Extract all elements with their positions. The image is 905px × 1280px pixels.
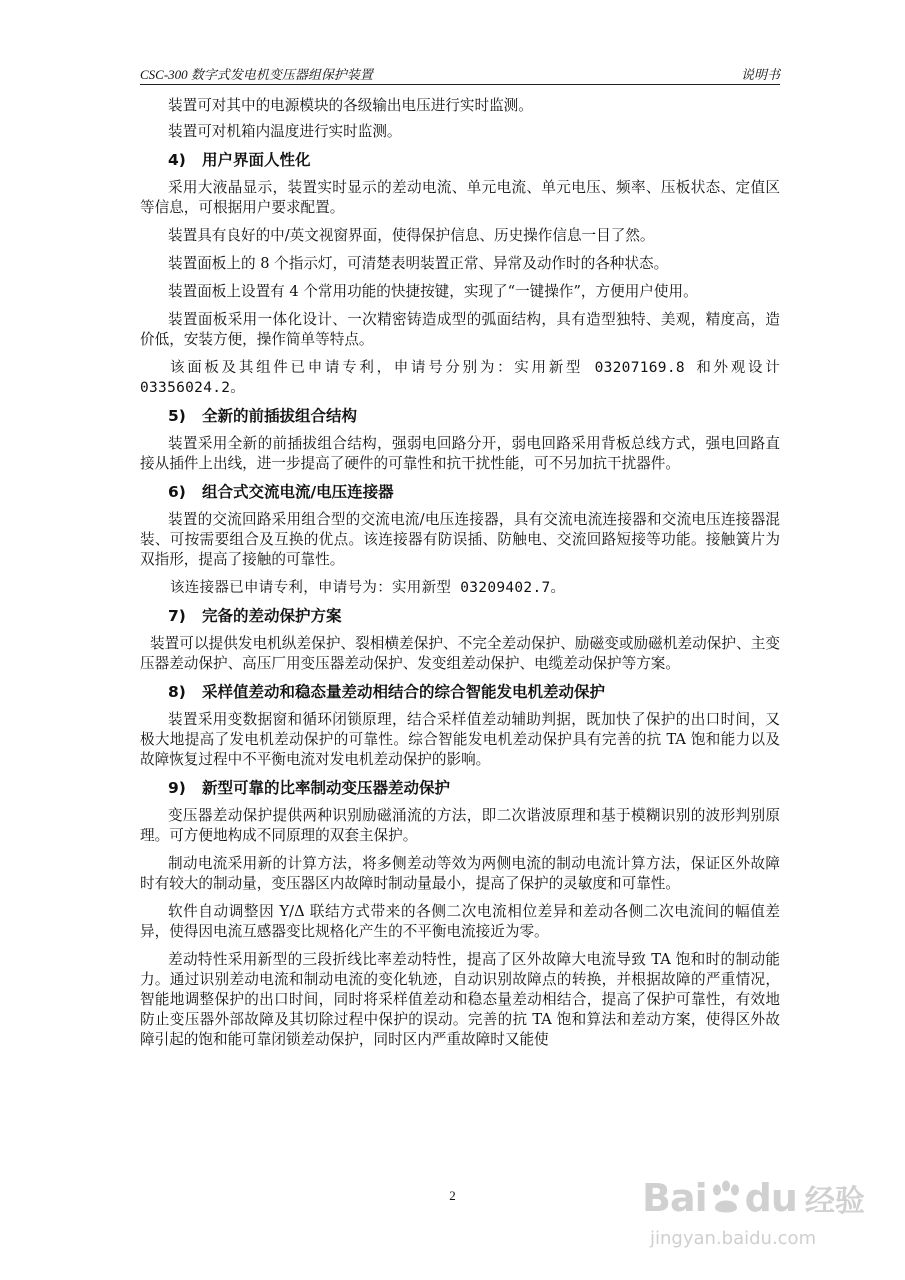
watermark-brand-cn: 经验 xyxy=(804,1184,865,1219)
patent-note: 该面板及其组件已申请专利，申请号分别为：实用新型 03207169.8 和外观设计 03356024.2。 xyxy=(140,360,780,396)
section-number: 9) xyxy=(168,779,186,797)
page-number: 2 xyxy=(449,1188,456,1203)
document-body xyxy=(140,96,780,1058)
paw-icon xyxy=(709,1180,743,1216)
section-heading-5 xyxy=(140,406,780,426)
watermark-url: jingyan.baidu.com xyxy=(650,1228,817,1249)
section-number: 6) xyxy=(168,483,186,501)
paragraph: 软件自动调整因 Y/Δ 联结方式带来的各侧二次电流相位差异和差动各侧二次电流间的幅值差异，使得因电流互感器变比规格化产生的不平衡电流接近为零。 xyxy=(140,903,780,940)
section-number: 8) xyxy=(168,683,186,701)
paragraph: 装置面板上的 8 个指示灯，可清楚表明装置正常、异常及动作时的各种状态。 xyxy=(168,255,669,272)
watermark-brand-right: du xyxy=(744,1176,797,1220)
patent-note: 该连接器已申请专利，申请号为：实用新型 03209402.7。 xyxy=(170,580,566,596)
paragraph: 装置可以提供发电机纵差保护、裂相横差保护、不完全差动保护、励磁变或励磁机差动保护、主变压器差动保护、高压厂用变压器差动保护、发变组差动保护、电缆差动保护等方案。 xyxy=(140,635,780,672)
header-title: CSC-300 数字式发电机变压器组保护装置 xyxy=(140,67,373,82)
paragraph: 采用大液晶显示，装置实时显示的差动电流、单元电流、单元电压、频率、压板状态、定值区等信息，可根据用户要求配置。 xyxy=(140,179,780,216)
paragraph: 装置面板采用一体化设计、一次精密铸造成型的弧面结构，具有造型独特、美观，精度高，造价低，安装方便，操作简单等特点。 xyxy=(140,311,780,348)
section-heading-9 xyxy=(140,778,780,798)
watermark-brand-left: Bai xyxy=(642,1176,707,1220)
paragraph: 变压器差动保护提供两种识别励磁涌流的方法，即二次谐波原理和基于模糊识别的波形判别原理。可方便地构成不同原理的双套主保护。 xyxy=(140,807,780,844)
paragraph: 装置面板上设置有 4 个常用功能的快捷按键，实现了“一键操作”，方便用户使用。 xyxy=(168,283,698,300)
section-heading-7 xyxy=(140,606,780,626)
paragraph: 装置采用变数据窗和循环闭锁原理，结合采样值差动辅助判据，既加快了保护的出口时间，又极大地提高了发电机差动保护的可靠性。综合智能发电机差动保护具有完善的抗 TA 饱和能力以及故障恢复过程中不平衡电流对发电机差动保护的影响。 xyxy=(140,711,780,768)
baidu-jingyan-watermark xyxy=(642,1176,892,1266)
section-heading-4 xyxy=(140,150,780,170)
paragraph: 装置的交流回路采用组合型的交流电流/电压连接器，具有交流电流连接器和交流电压连接器混装、可按需要组合及互换的优点。该连接器有防误插、防触电、交流回路短接等功能。接触簧片为双指形，提高了接触的可靠性。 xyxy=(140,511,780,568)
section-heading-6 xyxy=(140,482,780,502)
paragraph: 差动特性采用新型的三段折线比率差动特性，提高了区外故障大电流导致 TA 饱和时的制动能力。通过识别差动电流和制动电流的变化轨迹，自动识别故障点的转换，并根据故障的严重情况，智能地调整保护的出口时间，同时将采样值差动和稳态量差动相结合，提高了保护可靠性，有效地防止变压器外部故障及其切除过程中保护的误动。完善的抗 TA 饱和算法和差动方案，使得区外故障引起的饱和能可靠闭锁差动保护，同时区内严重故障时又能使 xyxy=(140,951,780,1048)
paragraph: 装置可对其中的电源模块的各级输出电压进行实时监测。 xyxy=(168,97,533,114)
section-title: 全新的前插拔组合结构 xyxy=(202,407,358,425)
section-title: 用户界面人性化 xyxy=(202,151,311,169)
header-doc-type: 说明书 xyxy=(740,67,780,82)
section-heading-8 xyxy=(140,682,780,702)
section-title: 完备的差动保护方案 xyxy=(202,607,342,625)
section-title: 采样值差动和稳态量差动相结合的综合智能发电机差动保护 xyxy=(202,683,606,701)
section-number: 4) xyxy=(168,151,186,169)
paragraph: 装置具有良好的中/英文视窗界面，使得保护信息、历史操作信息一目了然。 xyxy=(168,227,655,244)
section-title: 新型可靠的比率制动变压器差动保护 xyxy=(202,779,451,797)
paragraph: 装置采用全新的前插拔组合结构，强弱电回路分开，弱电回路采用背板总线方式，强电回路直接从插件上出线，进一步提高了硬件的可靠性和抗干扰性能，可不另加抗干扰器件。 xyxy=(140,435,780,472)
section-title: 组合式交流电流/电压连接器 xyxy=(202,483,394,501)
paragraph: 制动电流采用新的计算方法，将多侧差动等效为两侧电流的制动电流计算方法，保证区外故障时有较大的制动量，变压器区内故障时制动量最小，提高了保护的灵敏度和可靠性。 xyxy=(140,855,780,892)
section-number: 7) xyxy=(168,607,186,625)
section-number: 5) xyxy=(168,407,186,425)
watermark-logo xyxy=(642,1176,865,1220)
paragraph: 装置可对机箱内温度进行实时监测。 xyxy=(168,123,402,140)
page-header xyxy=(140,62,780,85)
